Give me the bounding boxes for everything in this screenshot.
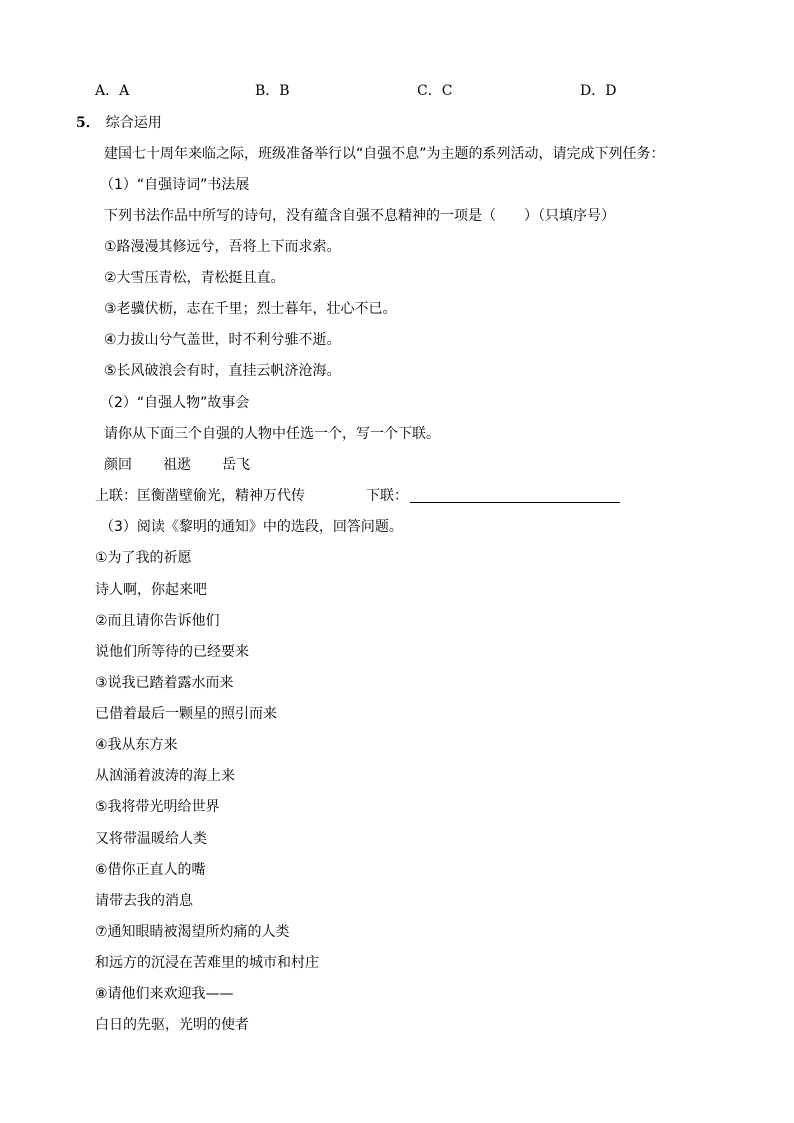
poem-line: 请带去我的消息 — [95, 893, 193, 909]
poem-line: 和远方的沉浸在苦难里的城市和村庄 — [95, 955, 319, 971]
poem-line: 又将带温暖给人类 — [95, 831, 207, 847]
person-name: 岳飞 — [222, 457, 250, 473]
part3-heading: （3）阅读《黎明的通知》中的选段，回答问题。 — [100, 519, 403, 535]
question-intro: 建国七十周年来临之际，班级准备举行以“自强不息”为主题的系列活动，请完成下列任务： — [104, 146, 665, 162]
poem-line: ①为了我的祈愿 — [95, 550, 192, 566]
person-name: 祖逖 — [163, 457, 191, 473]
poem-line: 从汹涌着波涛的海上来 — [95, 768, 235, 784]
question-header — [76, 113, 162, 133]
person-name: 颜回 — [104, 457, 132, 473]
upper-couplet: 上联：匡衡凿壁偷光，精神万代传 — [95, 488, 305, 504]
part2-prompt: 请你从下面三个自强的人物中任选一个，写一个下联。 — [104, 426, 440, 442]
question-title: 综合运用 — [105, 115, 162, 131]
option-c: C．C — [417, 83, 453, 99]
option-b: B．B — [255, 83, 290, 99]
poem-line: 已借着最后一颗星的照引而来 — [95, 706, 277, 722]
poem-line: 白日的先驱，光明的使者 — [95, 1017, 249, 1033]
part1-prompt: 下列书法作品中所写的诗句，没有蕴含自强不息精神的一项是（ ）（只填序号） — [104, 208, 615, 224]
lower-couplet-label: 下联： — [366, 488, 408, 504]
part1-item: ⑤长风破浪会有时，直挂云帆济沧海。 — [104, 363, 341, 379]
lower-couplet — [366, 486, 620, 506]
answer-blank[interactable] — [410, 487, 620, 503]
part1-item: ①路漫漫其修远兮，吾将上下而求索。 — [104, 239, 341, 255]
poem-line: ②而且请你告诉他们 — [95, 613, 220, 629]
part2-heading: （2）“自强人物”故事会 — [100, 395, 250, 411]
part1-heading: （1）“自强诗词”书法展 — [100, 177, 250, 193]
poem-line: 说他们所等待的已经要来 — [95, 644, 249, 660]
poem-line: ⑤我将带光明给世界 — [95, 799, 220, 815]
option-d: D．D — [580, 83, 617, 99]
part1-item: ②大雪压青松，青松挺且直。 — [104, 270, 285, 286]
part1-item: ④力拔山兮气盖世，时不利兮骓不逝。 — [104, 332, 341, 348]
poem-line: 诗人啊，你起来吧 — [95, 582, 207, 598]
question-number: 5． — [76, 115, 100, 131]
poem-line: ⑦通知眼睛被渴望所灼痛的人类 — [95, 924, 290, 940]
part1-item: ③老骥伏枥，志在千里；烈士暮年，壮心不已。 — [104, 301, 397, 317]
poem-line: ④我从东方来 — [95, 737, 178, 753]
poem-line: ⑥借你正直人的嘴 — [95, 862, 206, 878]
poem-line: ③说我已踏着露水而来 — [95, 675, 234, 691]
poem-line: ⑧请他们来欢迎我—— — [95, 986, 234, 1002]
option-a: A．A — [95, 83, 130, 99]
